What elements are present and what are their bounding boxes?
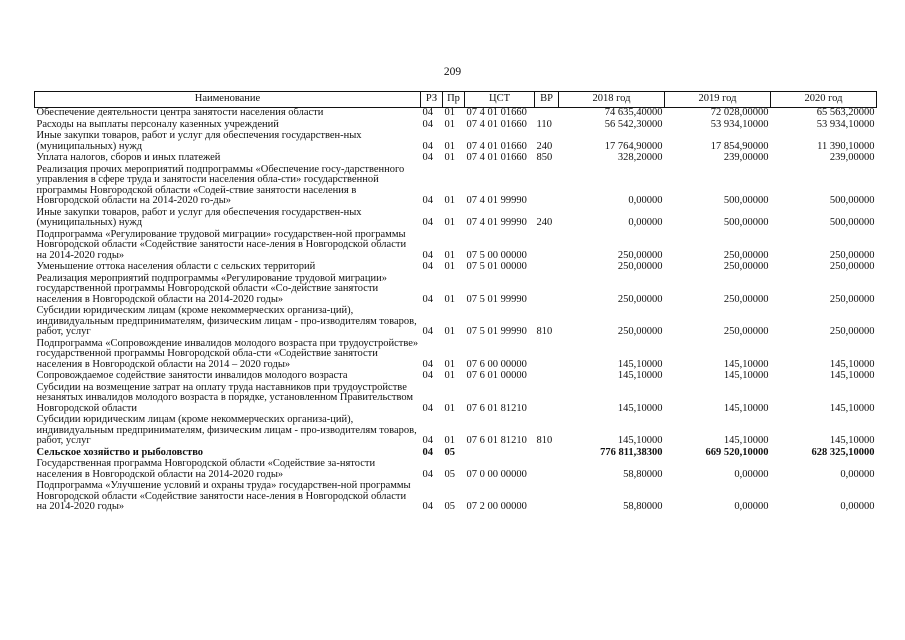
cell-pr: 01 [444,107,455,118]
cell-rz: 04 [422,107,433,118]
cell-vr: 810 [536,435,553,446]
table-row [35,165,877,208]
cell-name: Субсидии юридическим лицам (кроме некоммерческих организа-ций), индивидуальным предпринимателям, физическим лицам - про-изводителям товаров, работ, услуг [36,414,417,446]
cell-vr [535,230,559,263]
cell-cst: 07 2 00 00000 [466,501,527,512]
cell-rz: 04 [422,293,433,305]
cell-rz: 04 [422,446,433,458]
cell-2019: 250,00000 [723,261,769,272]
cell-rz: 04 [422,358,433,370]
table-row [35,230,877,263]
cell-2020: 250,00000 [829,249,875,261]
header-cst: ЦСТ [465,92,535,108]
header-rz: РЗ [421,92,443,108]
table-row [35,208,877,230]
cell-cst: 07 5 01 99990 [466,293,527,305]
cell-cst: 07 6 01 00000 [466,370,527,381]
cell-2020: 145,10000 [829,358,875,370]
cell-pr: 01 [444,140,455,152]
cell-2018: 250,00000 [617,293,663,305]
table-row [35,459,877,481]
cell-2019: 53 934,10000 [710,118,769,130]
cell-pr: 01 [444,261,455,272]
cell-2018: 17 764,90000 [604,140,663,152]
cell-2018: 0,00000 [628,217,663,228]
cell-2020: 65 563,20000 [816,107,875,118]
table-row [35,371,877,383]
cell-2020: 250,00000 [829,326,875,337]
cell-name: Подпрограмма «Сопровождение инвалидов молодого возраста при трудоустройстве» государственной программы Новгородской обла-сти «Содействие занятости населения в Новгородской области на 2014 – 2020 годы» [36,337,419,370]
cell-rz: 04 [422,501,433,512]
cell-2018: 145,10000 [617,370,663,381]
cell-pr: 01 [444,249,455,261]
table-row [35,131,877,153]
cell-name: Обеспечение деятельности центра занятости населения области [36,107,324,118]
cell-2019: 145,10000 [723,358,769,370]
cell-cst: 07 4 01 01660 [466,152,527,163]
cell-rz: 04 [422,152,433,163]
table-row [35,415,877,448]
cell-cst: 07 5 01 99990 [466,326,527,337]
cell-2019: 250,00000 [723,326,769,337]
header-pr: Пр [443,92,465,108]
cell-pr: 01 [444,358,455,370]
header-name: Наименование [35,92,421,108]
cell-cst [465,448,535,460]
cell-rz: 04 [422,140,433,152]
cell-vr: 240 [536,140,553,152]
cell-2020: 250,00000 [829,261,875,272]
cell-2020: 250,00000 [829,293,875,305]
cell-vr [535,448,559,460]
cell-2018: 0,00000 [628,195,663,206]
cell-pr: 01 [444,293,455,305]
cell-name: Уплата налогов, сборов и иных платежей [36,152,221,163]
cell-vr: 240 [536,217,553,228]
page-number: 209 [443,66,462,78]
cell-pr: 01 [444,118,455,130]
cell-2018: 145,10000 [617,358,663,370]
table-row [35,306,877,339]
cell-2019: 0,00000 [734,468,769,480]
cell-pr: 01 [444,152,455,163]
table-row [35,339,877,372]
cell-2019: 72 028,00000 [710,107,769,118]
cell-2018: 250,00000 [617,261,663,272]
cell-vr [535,481,559,514]
cell-name: Иные закупки товаров, работ и услуг для обеспечения государствен-ных (муниципальных) нужд [36,130,362,152]
cell-cst: 07 6 01 81210 [466,402,527,414]
cell-rz: 04 [422,326,433,337]
cell-2018: 58,80000 [623,501,663,512]
cell-pr: 01 [444,217,455,228]
cell-pr: 05 [444,468,455,480]
cell-pr: 05 [444,501,455,512]
cell-pr: 01 [444,435,455,446]
cell-vr [535,371,559,383]
cell-vr: 810 [536,326,553,337]
cell-vr [535,262,559,274]
cell-2019: 145,10000 [723,402,769,414]
cell-rz: 04 [422,468,433,480]
cell-vr: 850 [536,152,553,163]
cell-vr [535,383,559,416]
cell-name: Иные закупки товаров, работ и услуг для обеспечения государствен-ных (муниципальных) нужд [36,206,362,228]
cell-name: Уменьшение оттока населения области с сельских территорий [36,261,316,272]
table-header [35,92,877,108]
cell-name: Расходы на выплаты персоналу казенных учреждений [36,118,279,130]
cell-2020: 53 934,10000 [816,118,875,130]
cell-2020: 500,00000 [829,195,875,206]
table-row [35,153,877,165]
cell-rz: 04 [422,261,433,272]
cell-cst: 07 4 01 01660 [466,118,527,130]
cell-pr: 05 [444,446,455,458]
cell-2020: 0,00000 [840,468,875,480]
cell-cst: 07 4 01 01660 [466,140,527,152]
cell-name: Сельское хозяйство и рыболовство [36,446,204,458]
header-2019: 2019 год [665,92,771,108]
cell-2018: 250,00000 [617,326,663,337]
cell-cst: 07 4 01 99990 [466,217,527,228]
table-row [35,274,877,307]
header-2018: 2018 год [559,92,665,108]
cell-rz: 04 [422,217,433,228]
cell-2020: 11 390,10000 [817,140,875,152]
cell-vr [535,274,559,307]
table-row [35,481,877,514]
cell-2020: 500,00000 [829,217,875,228]
table-row [35,108,877,120]
cell-2019: 669 520,10000 [705,446,769,458]
table-row [35,383,877,416]
header-row [35,92,877,108]
cell-name: Субсидии на возмещение затрат на оплату труда наставников при трудоустройстве незанятых инвалидов молодого возраста в порядке, установленном Правительством Новгородской области [36,381,414,414]
cell-cst: 07 5 00 00000 [466,249,527,261]
cell-cst: 07 6 00 00000 [466,358,527,370]
cell-vr [535,108,559,120]
cell-2019: 145,10000 [723,435,769,446]
cell-name: Реализация мероприятий подпрограммы «Регулирование трудовой миграции» государственной программы Новгородской области «Со-действие занятости населения в Новгородской области на 2014-2020 годы» [36,272,387,305]
cell-name: Реализация прочих мероприятий подпрограммы «Обеспечение госу-дарственного управления в сфере труда и занятости населения обла-сти» государственной программы Новгородской области «Содей-ствие занятости населения в Новгородской области на 2014-2020 го-ды» [36,163,405,206]
cell-cst: 07 4 01 01660 [466,107,527,118]
cell-2020: 628 325,10000 [811,446,875,458]
cell-2019: 500,00000 [723,195,769,206]
cell-vr [535,165,559,208]
cell-2020: 239,00000 [829,152,875,163]
cell-rz: 04 [422,402,433,414]
cell-cst: 07 5 01 00000 [466,261,527,272]
cell-rz: 04 [422,435,433,446]
cell-2018: 328,20000 [617,152,663,163]
cell-vr [535,459,559,481]
cell-2020: 145,10000 [829,435,875,446]
cell-name: Подпрограмма «Регулирование трудовой миграции» государствен-ной программы Новгородской области «Содействие занятости насе-ления в Новгородской области на 2014-2020 годы» [36,228,407,261]
cell-pr: 01 [444,326,455,337]
cell-rz: 04 [422,195,433,206]
cell-2020: 145,10000 [829,370,875,381]
cell-rz: 04 [422,249,433,261]
cell-rz: 04 [422,370,433,381]
cell-2019: 500,00000 [723,217,769,228]
cell-cst: 07 4 01 99990 [466,195,527,206]
cell-vr [535,339,559,372]
cell-2019: 239,00000 [723,152,769,163]
cell-2018: 145,10000 [617,402,663,414]
cell-2018: 56 542,30000 [604,118,663,130]
cell-2019: 17 854,90000 [710,140,769,152]
cell-rz: 04 [422,118,433,130]
cell-2019: 250,00000 [723,293,769,305]
cell-cst: 07 6 01 81210 [466,435,527,446]
cell-2019: 145,10000 [723,370,769,381]
cell-2018: 776 811,38300 [600,446,663,458]
table-body [35,108,877,514]
table-row [35,262,877,274]
cell-name: Подпрограмма «Улучшение условий и охраны труда» государствен-ной программы Новгородской области «Содействие занятости насе-ления в Новгородской области на 2014-2020 годы» [36,480,411,512]
cell-2020: 0,00000 [840,501,875,512]
cell-2018: 58,80000 [623,468,663,480]
cell-2019: 250,00000 [723,249,769,261]
cell-2018: 250,00000 [617,249,663,261]
cell-pr: 01 [444,195,455,206]
cell-pr: 01 [444,402,455,414]
cell-2020: 145,10000 [829,402,875,414]
cell-2018: 145,10000 [617,435,663,446]
cell-vr: 110 [536,118,552,130]
cell-name: Сопровождаемое содействие занятости инвалидов молодого возраста [36,370,348,381]
cell-pr: 01 [444,370,455,381]
budget-table [34,91,877,514]
header-vr: ВР [535,92,559,108]
cell-2019: 0,00000 [734,501,769,512]
cell-cst: 07 0 00 00000 [466,468,527,480]
cell-name: Субсидии юридическим лицам (кроме некоммерческих организа-ций), индивидуальным предпринимателям, физическим лицам - про-изводителям товаров, работ, услуг [36,305,417,337]
header-2020: 2020 год [771,92,877,108]
cell-2018: 74 635,40000 [604,107,663,118]
cell-name: Государственная программа Новгородской области «Содействие за-нятости населения в Новгородской области на 2014-2020 годы» [36,458,376,480]
